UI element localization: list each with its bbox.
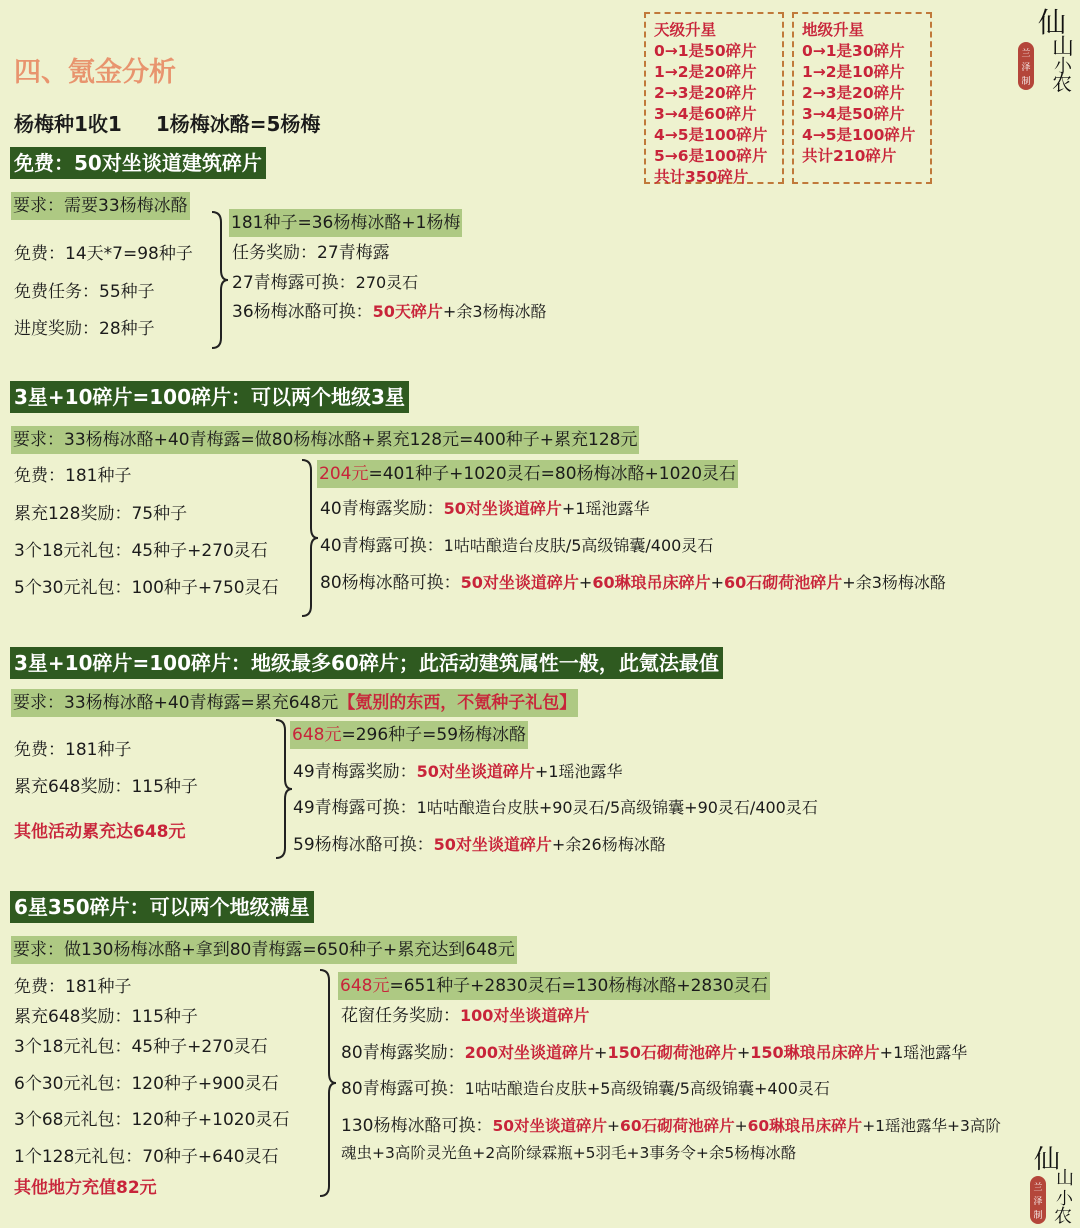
sky-star-box [644, 12, 784, 184]
intro-line [14, 108, 320, 137]
sky-star-line: 4→5是100碎片 [654, 126, 768, 144]
seal-logo-top [1016, 2, 1078, 94]
earth-star-box [792, 12, 932, 184]
earth-star-line: 2→3是20碎片 [802, 84, 905, 102]
section1-left-item: 免费：14天*7=98种子 [14, 244, 193, 264]
section2-ice-exchange: 80杨梅冰酪可换：50对坐谈道碎片+60琳琅吊床碎片+60石砌荷池碎片+余3杨梅冰酪 [320, 573, 946, 593]
section4-left-item: 3个68元礼包：120种子+1020灵石 [14, 1110, 290, 1130]
section3-ice-exchange: 59杨梅冰酪可换：50对坐谈道碎片+余26杨梅冰酪 [293, 835, 666, 855]
svg-text:山: 山 [1056, 1168, 1074, 1189]
earth-star-line: 0→1是30碎片 [802, 42, 905, 60]
sky-star-line: 5→6是100碎片 [654, 147, 768, 165]
svg-text:仙: 仙 [1038, 6, 1067, 39]
svg-text:制: 制 [1021, 77, 1031, 87]
section3-header: 3星+10碎片=100碎片：地级最多60碎片；此活动建筑属性一般，此氪法最值 [10, 647, 723, 679]
section3-requirement: 要求：33杨梅冰酪+40青梅露=累充648元【氪别的东西，不氪种子礼包】 [11, 689, 578, 717]
section1-exchange-ice: 36杨梅冰酪可换：50天碎片+余3杨梅冰酪 [232, 302, 547, 322]
earth-star-title: 地级升星 [802, 21, 865, 39]
svg-text:泽: 泽 [1021, 63, 1031, 73]
svg-text:小: 小 [1054, 56, 1072, 77]
section2-dew-exchange: 40青梅露可换：1咕咕酿造台皮肤/5高级锦囊/400灵石 [320, 536, 714, 556]
earth-star-total: 共计210碎片 [802, 147, 897, 165]
section4-requirement: 要求：做130杨梅冰酪+拿到80青梅露=650种子+累充达到648元 [11, 936, 517, 964]
section2-left-item: 累充128奖励：75种子 [14, 504, 188, 524]
svg-text:泽: 泽 [1033, 1197, 1043, 1207]
section2-header: 3星+10碎片=100碎片：可以两个地级3星 [10, 381, 409, 413]
section1-left-item: 进度奖励：28种子 [14, 319, 155, 339]
section3-left-note: 其他活动累充达648元 [14, 822, 186, 842]
section2-left-item: 5个30元礼包：100种子+750灵石 [14, 578, 279, 598]
section3-left-item: 免费：181种子 [14, 740, 132, 760]
svg-text:制: 制 [1033, 1211, 1043, 1221]
section4-left-note: 其他地方充值82元 [14, 1178, 157, 1198]
sky-star-title: 天级升星 [654, 21, 717, 39]
sky-star-line: 2→3是20碎片 [654, 84, 757, 102]
svg-text:小: 小 [1056, 1189, 1073, 1209]
section3-summary: 648元=296种子=59杨梅冰酪 [290, 721, 528, 749]
earth-star-line: 3→4是50碎片 [802, 105, 905, 123]
section4-ice-exchange: 130杨梅冰酪可换：50对坐谈道碎片+60石砌荷池碎片+60琳琅吊床碎片+1瑶池露华+3高阶 [341, 1116, 1001, 1136]
section4-ice-exchange-cont: 魂虫+3高阶灵光鱼+2高阶绿霖瓶+5羽毛+3事务令+余5杨梅冰酪 [341, 1144, 797, 1162]
section2-summary: 204元=401种子+1020灵石=80杨梅冰酪+1020灵石 [317, 460, 738, 488]
section2-left-item: 3个18元礼包：45种子+270灵石 [14, 541, 268, 561]
section4-left-item: 6个30元礼包：120种子+900灵石 [14, 1074, 279, 1094]
section4-left-item: 3个18元礼包：45种子+270灵石 [14, 1037, 268, 1057]
section3-dew-reward: 49青梅露奖励：50对坐谈道碎片+1瑶池露华 [293, 762, 623, 782]
section2-dew-reward: 40青梅露奖励：50对坐谈道碎片+1瑶池露华 [320, 499, 650, 519]
section1-requirement: 要求：需要33杨梅冰酪 [11, 192, 190, 220]
section4-brace [316, 968, 338, 1198]
section2-left-item: 免费：181种子 [14, 466, 132, 486]
section1-summary: 181种子=36杨梅冰酪+1杨梅 [229, 209, 462, 237]
section4-header: 6星350碎片：可以两个地级满星 [10, 891, 314, 923]
section1-task-reward: 任务奖励：27青梅露 [232, 243, 390, 263]
section4-window-task: 花窗任务奖励：100对坐谈道碎片 [341, 1006, 590, 1026]
section2-requirement: 要求：33杨梅冰酪+40青梅露=做80杨梅冰酪+累充128元=400种子+累充128元 [11, 426, 639, 454]
sky-star-line: 0→1是50碎片 [654, 42, 757, 60]
section4-left-item: 1个128元礼包：70种子+640灵石 [14, 1147, 279, 1167]
section4-dew-reward: 80青梅露奖励：200对坐谈道碎片+150石砌荷池碎片+150琳琅吊床碎片+1瑶池露华 [341, 1043, 968, 1063]
section4-left-item: 免费：181种子 [14, 977, 132, 997]
section-title: 四、氪金分析 [14, 57, 176, 88]
section1-brace [208, 210, 230, 350]
seal-logo-bottom [1026, 1140, 1080, 1226]
sky-star-line: 1→2是20碎片 [654, 63, 757, 81]
svg-text:农: 农 [1054, 1206, 1072, 1226]
svg-text:兰: 兰 [1033, 1183, 1043, 1193]
section1-exchange-dew: 27青梅露可换：270灵石 [232, 273, 419, 293]
svg-text:仙: 仙 [1034, 1145, 1061, 1175]
section3-left-item: 累充648奖励：115种子 [14, 777, 198, 797]
section1-left-item: 免费任务：55种子 [14, 282, 155, 302]
svg-text:山: 山 [1052, 35, 1075, 60]
svg-text:农: 农 [1052, 71, 1072, 94]
earth-star-line: 1→2是10碎片 [802, 63, 905, 81]
section4-left-item: 累充648奖励：115种子 [14, 1007, 198, 1027]
svg-text:兰: 兰 [1021, 49, 1031, 59]
section3-dew-exchange: 49青梅露可换：1咕咕酿造台皮肤+90灵石/5高级锦囊+90灵石/400灵石 [293, 798, 818, 818]
section4-summary: 648元=651种子+2830灵石=130杨梅冰酪+2830灵石 [338, 972, 770, 1000]
section4-dew-exchange: 80青梅露可换：1咕咕酿造台皮肤+5高级锦囊/5高级锦囊+400灵石 [341, 1079, 830, 1099]
earth-star-line: 4→5是100碎片 [802, 126, 916, 144]
intro-seed-ratio: 杨梅种1收1 [14, 112, 122, 136]
sky-star-line: 3→4是60碎片 [654, 105, 757, 123]
intro-conversion: 1杨梅冰酪=5杨梅 [155, 112, 321, 136]
sky-star-total: 共计350碎片 [654, 168, 749, 186]
section1-header: 免费：50对坐谈道建筑碎片 [10, 147, 266, 179]
